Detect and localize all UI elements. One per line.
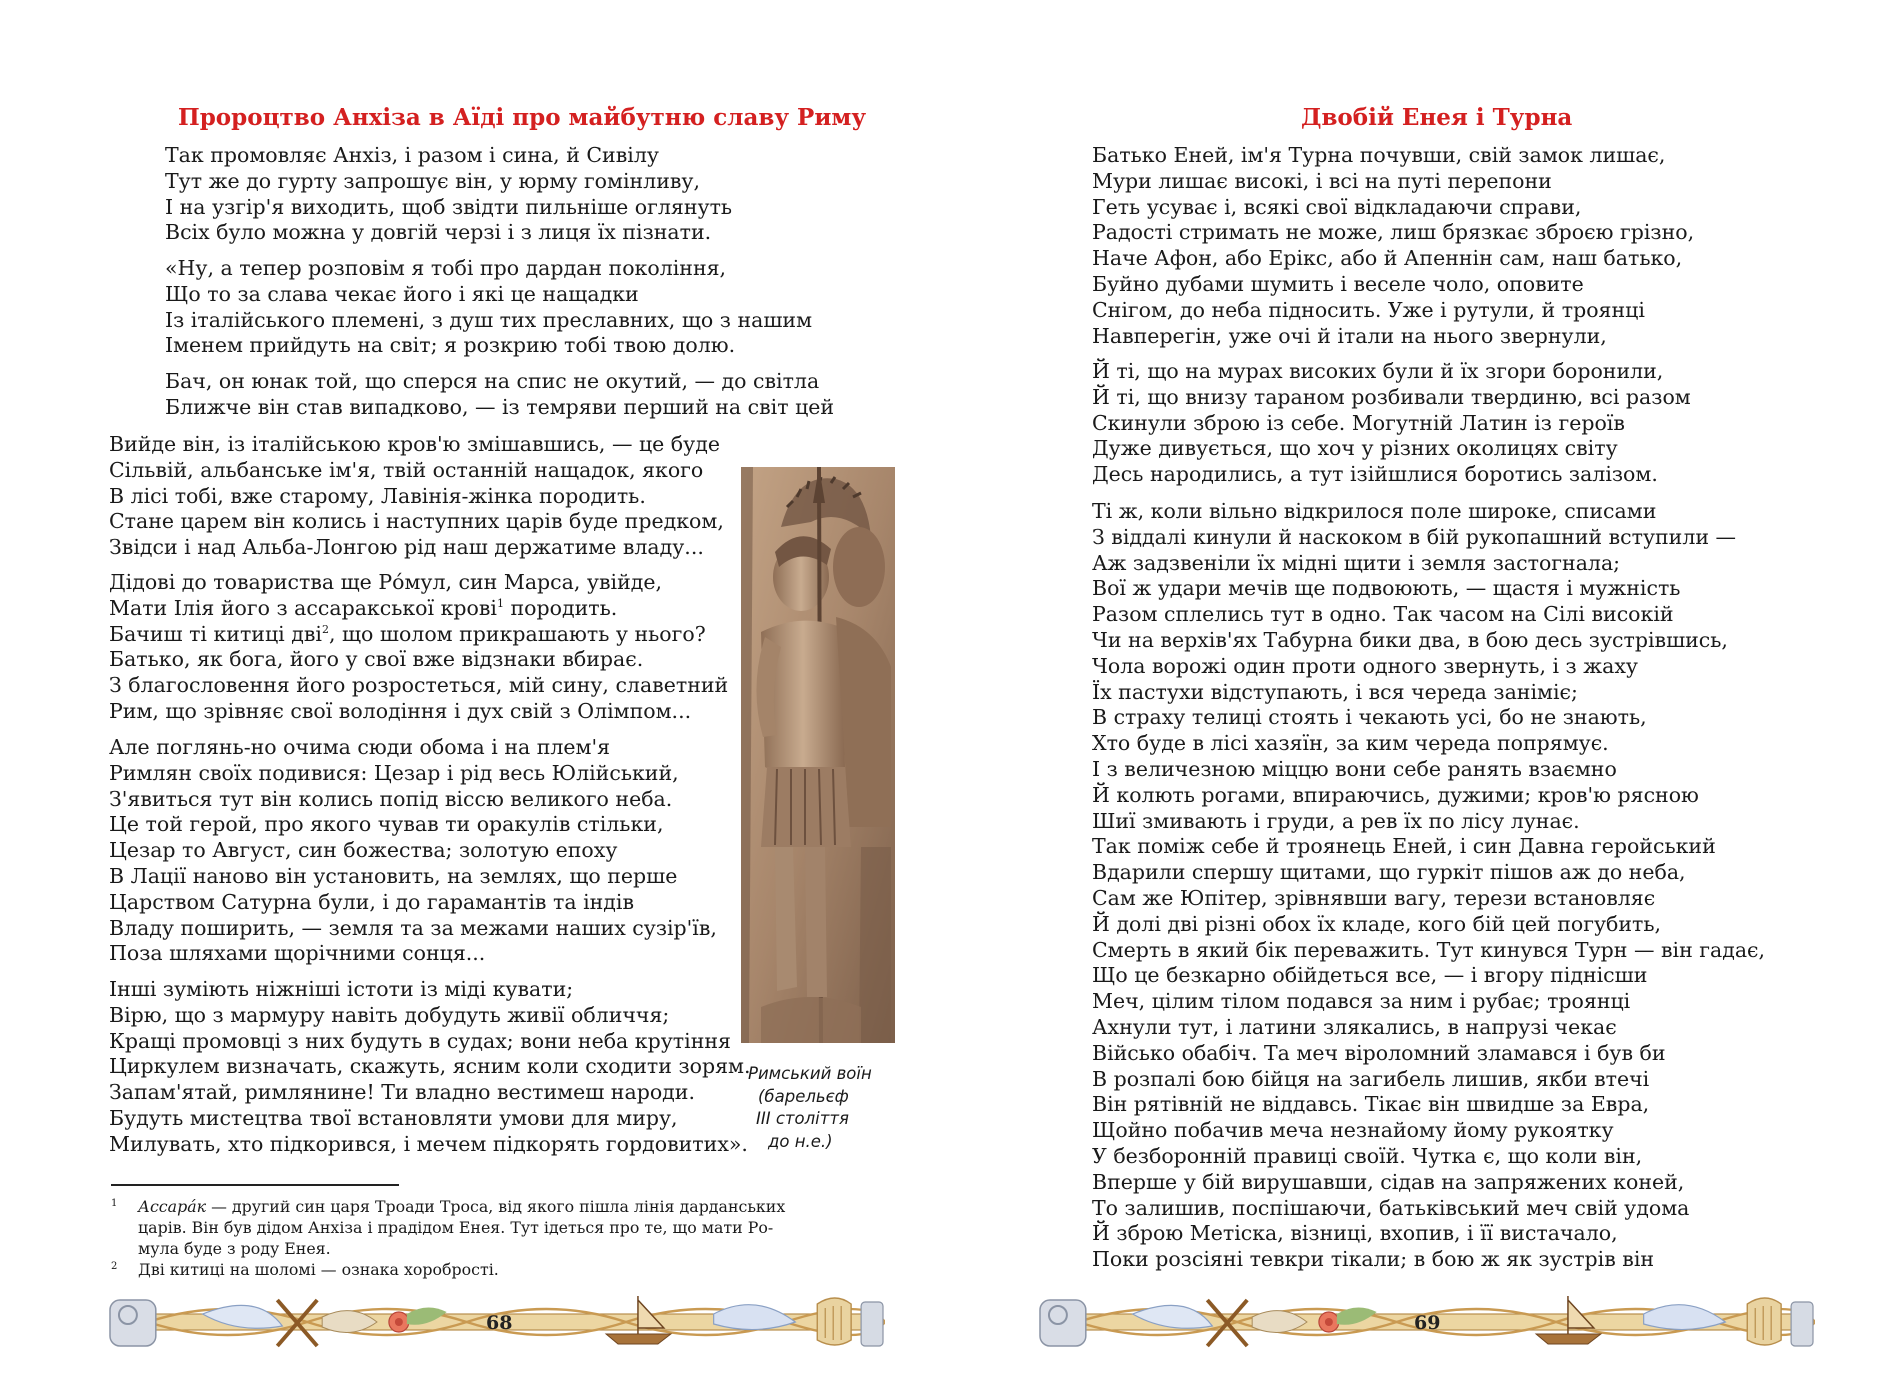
verse-line: У безборонній правиці своїй. Чутка є, що коли він,: [1092, 1143, 1643, 1168]
footnote-line: [138, 1196, 893, 1217]
stanza-1: [165, 143, 732, 246]
verse-line: Ті ж, коли вільно відкрилося поле широке, списами: [1092, 499, 1657, 523]
verse-text: , що шолом прикрашають у нього?: [328, 621, 706, 646]
verse-line: Аж задзвеніли їх мідні щити і земля застогнала;: [1092, 550, 1621, 575]
stanza-3: [165, 369, 834, 421]
verse-line: Так поміж себе й троянець Еней, і син Давна геройський: [1092, 834, 1716, 859]
verse-line: Поза шляхами щорічними сонця...: [109, 941, 486, 966]
verse-line: Дідові до товариства ще Ро́мул, син Марса, увійде,: [109, 570, 663, 594]
footnote-1: [111, 1196, 893, 1259]
verse-line: Чи на верхів'ях Табурна бики два, в бою десь зустрівшись,: [1092, 627, 1728, 652]
roman-soldier-relief-image: [741, 467, 895, 1043]
verse-line: Й ті, що на мурах високих були й їх згори боронили,: [1092, 359, 1664, 383]
verse-line: То залишив, поспішаючи, батьківський меч свій удома: [1092, 1195, 1690, 1220]
verse-line: Із італійського племені, з душ тих преславних, що з нашим: [165, 307, 813, 332]
footnotes: [111, 1196, 893, 1280]
verse-line: Вірю, що з мармуру навіть добудуть живії обличчя;: [109, 1002, 670, 1027]
footnote-marker[interactable]: 1: [496, 596, 504, 610]
verse-line: Сільвій, альбанське ім'я, твій останній нащадок, якого: [109, 457, 704, 482]
stanza-5: [109, 570, 728, 725]
verse-line: Іменем прийдуть на світ; я розкрию тобі твою долю.: [165, 333, 736, 358]
footnote-2: [111, 1259, 893, 1280]
caption-line: Римський воїн: [748, 1064, 872, 1083]
verse-line: Так промовляє Анхіз, і разом і сина, й Сивілу: [165, 143, 659, 167]
verse-line: Навперегін, уже очі й італи на нього звернули,: [1092, 323, 1607, 348]
verse-line: Буйно дубами шумить і веселе чоло, оповите: [1092, 271, 1584, 296]
verse-line: Що то за слава чекає його і які це нащадки: [165, 281, 639, 306]
verse-line: Будуть мистецтва твої встановляти умови для миру,: [109, 1105, 678, 1130]
page-title: Двобій Енея і Турна: [1301, 104, 1573, 131]
verse-line: Й зброю Метіска, візниці, вхопив, і її вистачало,: [1092, 1221, 1618, 1246]
footnote-line: мула буде з роду Енея.: [138, 1239, 331, 1258]
page-title: Пророцтво Анхіза в Аїді про майбутню славу Риму: [178, 104, 867, 131]
verse-line: В Лації наново він установить, на землях, що перше: [109, 863, 678, 888]
verse-line: Батько Еней, ім'я Турна почувши, свій замок лишає,: [1092, 143, 1666, 167]
verse-line: Милувать, хто підкорився, і мечем підкорять гордовитих».: [109, 1131, 748, 1156]
verse-line: Меч, цілим тілом подався за ним і рубає; троянці: [1092, 989, 1631, 1014]
caption-line: (барельєф: [758, 1086, 849, 1106]
verse-line: Вої ж удари мечів ще подвоюють, — щастя і мужність: [1092, 576, 1681, 601]
verse-line: Снігом, до неба підносить. Уже і рутули, й троянці: [1092, 297, 1645, 322]
stanza-3: [1092, 499, 1765, 1273]
verse-line: І з величезною міццю вони себе ранять взаємно: [1092, 756, 1617, 781]
verse-line: Батько, як бога, його у свої вже відзнаки вбирає.: [109, 647, 644, 672]
stanza-6: [109, 735, 717, 967]
verse-line: «Ну, а тепер розповім я тобі про дардан покоління,: [165, 256, 727, 280]
verse-line: Бач, он юнак той, що сперся на спис не окутий, — до світла: [165, 369, 820, 393]
verse-line: Радості стримать не може, лиш брязкає зброєю грізно,: [1092, 220, 1695, 245]
verse-line: Інші зуміють ніжніші істоти із міді кувати;: [109, 977, 574, 1001]
verse-line: [109, 596, 728, 622]
verse-line: Царством Сатурна були, і до гарамантів та індів: [109, 889, 635, 914]
footnote-marker[interactable]: 2: [321, 622, 329, 636]
verse-line: Що це безкарно обійдеться все, — і вгору піднісши: [1092, 963, 1648, 988]
verse-line: Хто буде в лісі хазяїн, за ким череда попрямує.: [1092, 731, 1609, 756]
verse-line: Це той герой, про якого чував ти оракулів стільки,: [109, 812, 664, 837]
stanza-1: [1092, 143, 1694, 349]
footnote-divider: [111, 1184, 399, 1186]
stanza-4: [109, 432, 724, 561]
verse-line: Шиї змивають і груди, а рев їх по лісу лунає.: [1092, 808, 1580, 833]
verse-line: Стане царем він колись і наступних царів буде предком,: [109, 509, 724, 534]
verse-line: Військо обабіч. Та меч віроломний зламався і був би: [1092, 1040, 1666, 1065]
verse-line: Вийде він, із італійською кров'ю змішавшись, — це буде: [109, 432, 720, 456]
verse-line: Римлян своїх подивися: Цезар і рід весь Юлійський,: [109, 760, 679, 785]
footnote-number: 1: [111, 1198, 118, 1209]
verse-line: Цезар то Август, син божества; золотую епоху: [109, 838, 618, 863]
verse-line: Поки розсіяні тевкри тікали; в бою ж як зустрів він: [1092, 1247, 1655, 1272]
verse-line: Владу поширить, — земля та за межами наших сузір'їв,: [109, 915, 717, 940]
footnote-term: Ассара́к: [138, 1197, 207, 1216]
verse-line: Звідси і над Альба-Лонгою рід наш держатиме владу...: [109, 535, 704, 560]
stanza-2: [165, 256, 812, 359]
verse-line: З віддалі кинули й наскоком в бій рукопашний вступили —: [1092, 524, 1737, 549]
verse-line: Всіх було можна у довгій черзі і з лиця їх пізнати.: [165, 220, 712, 245]
verse-line: Сам же Юпітер, зрівнявши вагу, терези встановляє: [1092, 885, 1656, 910]
verse-line: Скинули зброю із себе. Могутній Латин із героїв: [1092, 410, 1625, 435]
verse-line: Й долі дві різні обох їх кладе, кого бій цей погубить,: [1092, 911, 1662, 936]
verse-line: Геть усуває і, всякі свої відкладаючи справи,: [1092, 194, 1582, 219]
verse-line: Десь народились, а тут ізійшлися боротись залізом.: [1092, 462, 1658, 487]
verse-line: Ближче він став випадково, — із темряви перший на світ цей: [165, 394, 835, 419]
verse-line: Дуже дивується, що хоч у різних околицях світу: [1092, 436, 1618, 461]
verse-line: [109, 622, 728, 648]
verse-line: Запам'ятай, римлянине! Ти владно вестимеш народи.: [109, 1080, 695, 1105]
verse-line: З'явиться тут він колись попід віссю великого неба.: [109, 786, 673, 811]
verse-line: Кращі промовці з них будуть в судах; вони неба крутіння: [109, 1028, 731, 1053]
verse-line: Й колють рогами, впираючись, дужими; кров'ю рясною: [1092, 782, 1699, 807]
page-number: 69: [1414, 1312, 1441, 1334]
verse-line: Він рятівній не віддавсь. Тікає він швидше за Евра,: [1092, 1092, 1650, 1117]
verse-line: В страху телиці стоять і чекають усі, бо не знають,: [1092, 705, 1647, 730]
verse-line: Тут же до гурту запрошує він, у юрму гомінливу,: [165, 168, 700, 193]
verse-line: Циркулем визначать, скажуть, ясним коли сходити зорям.: [109, 1054, 751, 1079]
footnote-line: Дві китиці на шоломі — ознака хоробрості.: [138, 1260, 499, 1279]
page-number: 68: [486, 1312, 513, 1334]
stanza-2: [1092, 359, 1691, 488]
footnote-text: — другий син царя Троади Троса, від якого пішла лінія дарданських: [206, 1197, 786, 1216]
footnote-number: 2: [111, 1261, 118, 1272]
image-caption: [748, 1063, 896, 1153]
verse-line: Але поглянь-но очима сюди обома і на плем'я: [109, 735, 611, 759]
verse-line: Щойно побачив меча незнайому йому рукоятку: [1092, 1118, 1614, 1143]
verse-line: Рим, що зрівняє свої володіння і дух свій з Олімпом...: [109, 698, 692, 723]
stanza-7: [109, 977, 751, 1158]
caption-line: III століття: [756, 1109, 849, 1128]
verse-text: Мати Ілія його з ассаракської крові: [109, 595, 497, 620]
verse-line: Наче Афон, або Ерікс, або й Апеннін сам, наш батько,: [1092, 246, 1683, 271]
footnote-line: царів. Він був дідом Анхіза і прадідом Енея. Тут ідеться про те, що мати Ро-: [138, 1218, 774, 1237]
verse-line: Разом сплелись тут в одно. Так часом на Сілі високій: [1092, 602, 1674, 627]
verse-line: Чола ворожі один проти одного звернуть, і з жаху: [1092, 653, 1638, 678]
verse-line: Вдарили спершу щитами, що гуркіт пішов аж до неба,: [1092, 860, 1686, 885]
verse-line: З благословення його розростеться, мій сину, славетний: [109, 673, 729, 698]
verse-line: Вперше у бій вирушавши, сідав на запряжених коней,: [1092, 1169, 1685, 1194]
verse-text: породить.: [503, 595, 618, 620]
verse-line: І на узгір'я виходить, щоб звідти пильніше оглянуть: [165, 194, 733, 219]
caption-line: до н.е.): [768, 1131, 833, 1151]
verse-text: Бачиш ті китиці дві: [109, 621, 322, 646]
verse-line: В розпалі бою бійця на загибель лишив, якби втечі: [1092, 1066, 1650, 1091]
verse-line: Й ті, що внизу тараном розбивали твердиню, всі разом: [1092, 384, 1691, 409]
right-page: [952, 0, 1904, 1400]
verse-line: Мури лишає високі, і всі на путі перепони: [1092, 168, 1552, 193]
verse-line: Їх пастухи відступають, і вся череда заніміє;: [1092, 679, 1578, 704]
verse-line: Смерть в який бік переважить. Тут кинувся Турн — він гадає,: [1092, 937, 1766, 962]
verse-line: Ахнули тут, і латини злякались, в напрузі чекає: [1092, 1014, 1617, 1039]
verse-line: В лісі тобі, вже старому, Лавінія-жінка породить.: [109, 483, 646, 508]
